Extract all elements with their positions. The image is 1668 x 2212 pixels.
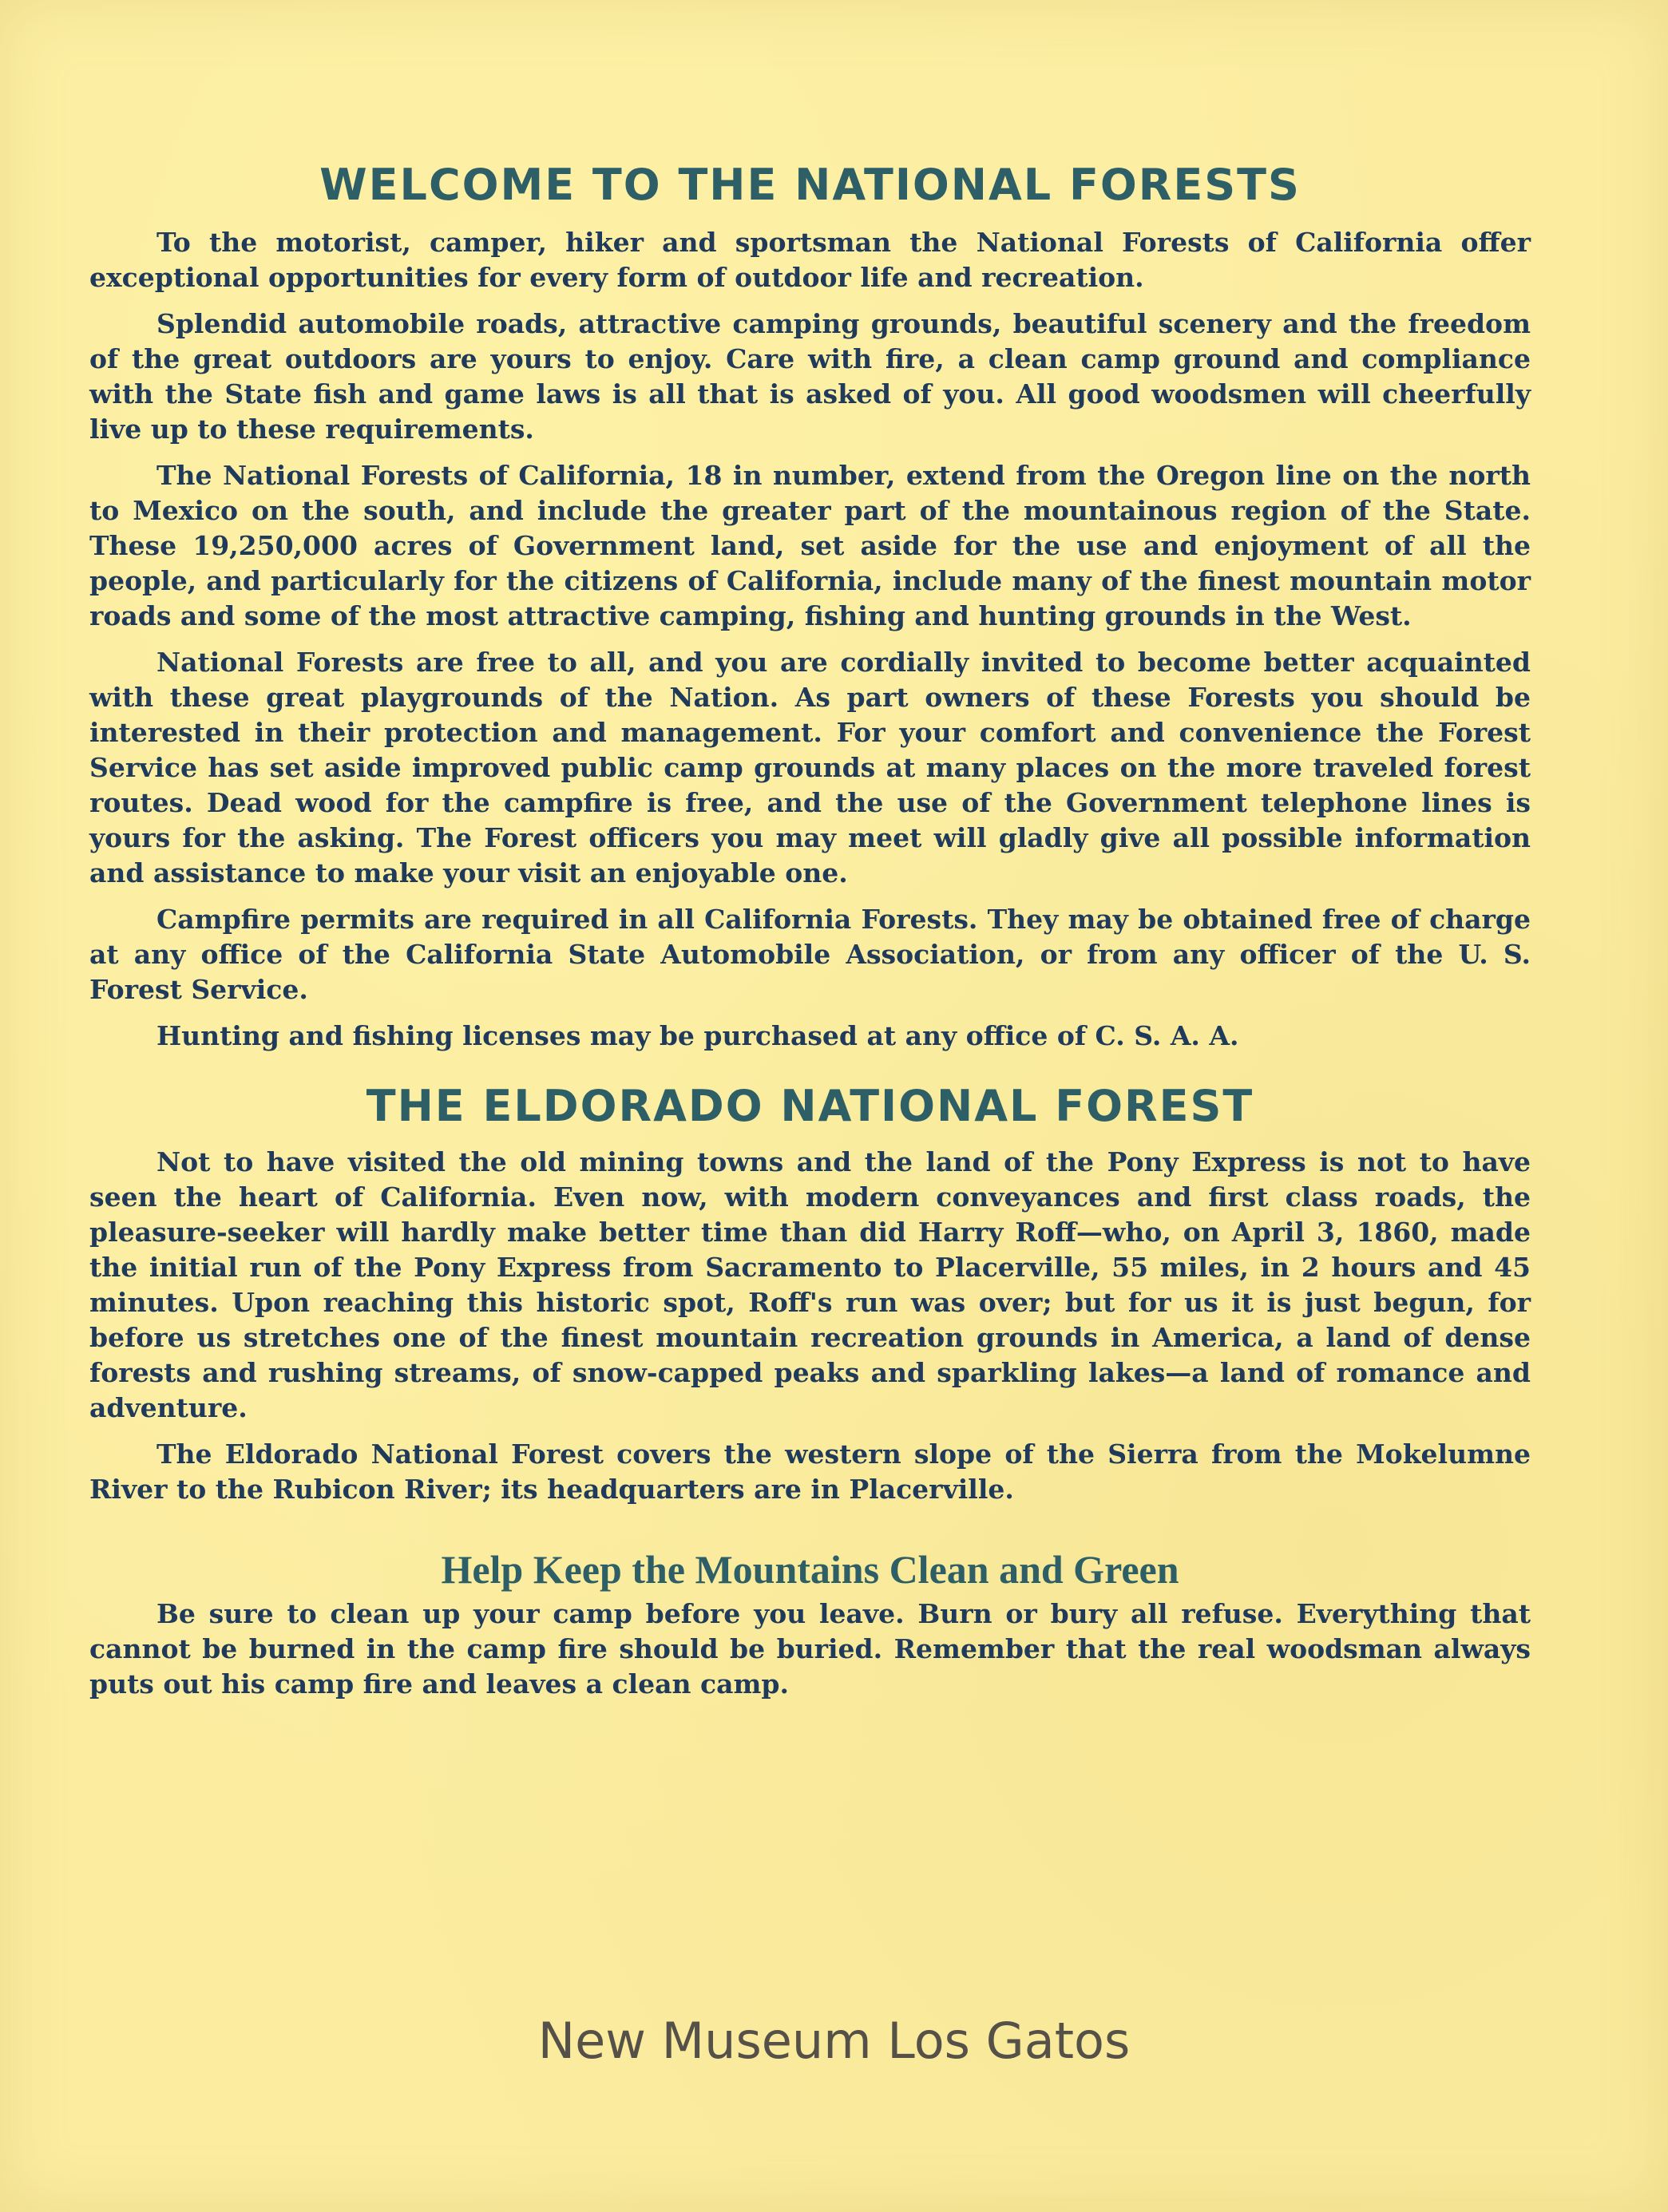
- welcome-paragraph: The National Forests of California, 18 in number, extend from the Oregon line on the north to Mexico on the south, and include the greater part of the mountainous region of the State. These 19,250,000 acres of Government land, set aside for the use and enjoyment of all the people, and particularly for the citizens of California, include many of the finest mountain motor roads and some of the most attractive camping, fishing and hunting grounds in the West.: [89, 460, 1531, 631]
- welcome-paragraph: Hunting and fishing licenses may be purchased at any office of C. S. A. A.: [156, 1020, 1239, 1051]
- welcome-paragraph: National Forests are free to all, and you are cordially invited to become better acquainted with these great playgrounds of the Nation. As part owners of these Forests you should be interested in their protection and management. For your comfort and convenience the Forest Service has set aside improved public camp grounds at many places on the more traveled forest routes. Dead wood for the campfire is free, and the use of the Government telephone lines is yours for the asking. The Forest officers you may meet will gladly give all possible information and assistance to make your visit an enjoyable one.: [89, 647, 1531, 888]
- eldorado-heading: THE ELDORADO NATIONAL FOREST: [366, 1081, 1254, 1131]
- document-body: [89, 160, 1531, 1713]
- welcome-paragraph: To the motorist, camper, hiker and sportsman the National Forests of California offer exceptional opportunities for every form of outdoor life and recreation.: [89, 227, 1531, 293]
- eldorado-paragraph: The Eldorado National Forest covers the western slope of the Sierra from the Mokelumne River to the Rubicon River; its headquarters are in Placerville.: [89, 1438, 1531, 1505]
- museum-watermark: New Museum Los Gatos: [537, 2012, 1131, 2070]
- welcome-paragraph: Splendid automobile roads, attractive camping grounds, beautiful scenery and the freedom of the great outdoors are yours to enjoy. Care with fire, a clean camp ground and compliance with the State fish and game laws is all that is asked of you. All good woodsmen will cheerfully live up to these requirements.: [89, 308, 1531, 445]
- clean-green-heading: Help Keep the Mountains Clean and Green: [441, 1547, 1179, 1592]
- welcome-paragraph: Campfire permits are required in all California Forests. They may be obtained free of charge at any office of the California State Automobile Association, or from any officer of the U. S. Forest Service.: [89, 904, 1531, 1005]
- eldorado-paragraph: Not to have visited the old mining towns and the land of the Pony Express is not to have seen the heart of California. Even now, with modern conveyances and first class roads, the pleasure-seeker will hardly make better time than did Harry Roff—who, on April 3, 1860, made the initial run of the Pony Express from Sacramento to Placerville, 55 miles, in 2 hours and 45 minutes. Upon reaching this historic spot, Roff's run was over; but for us it is just begun, for before us stretches one of the finest mountain recreation grounds in America, a land of dense forests and rushing streams, of snow-capped peaks and sparkling lakes—a land of romance and adventure.: [89, 1146, 1531, 1423]
- welcome-heading: WELCOME TO THE NATIONAL FORESTS: [319, 160, 1301, 210]
- clean-green-paragraph: Be sure to clean up your camp before you leave. Burn or bury all refuse. Everything that cannot be burned in the camp fire should be buried. Remember that the real woodsman always puts out his camp fire and leaves a clean camp.: [89, 1598, 1531, 1700]
